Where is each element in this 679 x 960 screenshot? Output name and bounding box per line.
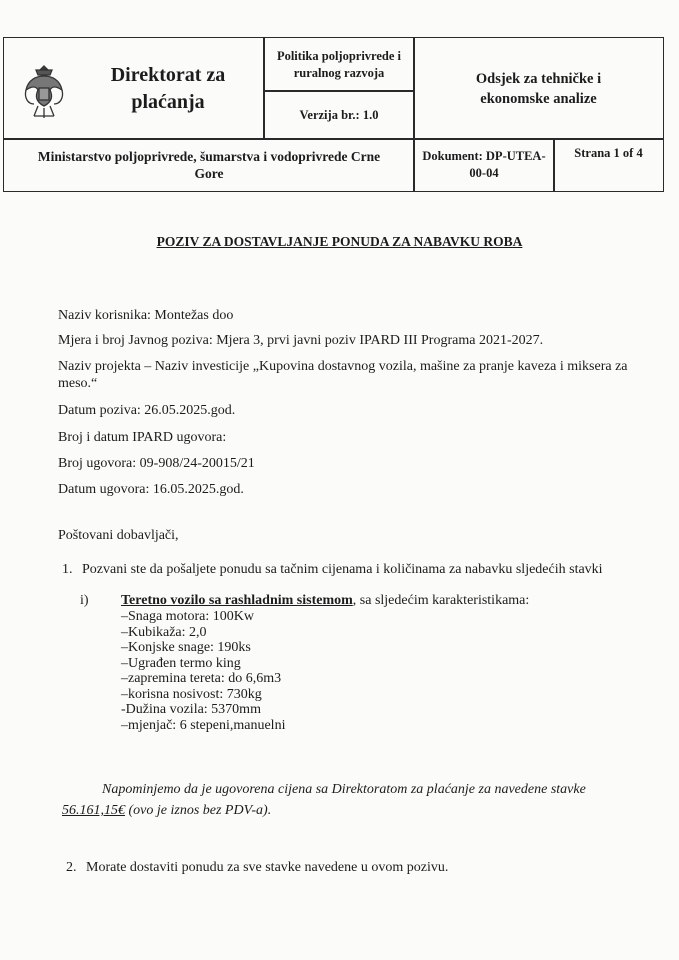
- price-note: [62, 779, 637, 821]
- note-amount: 56.161,15€: [62, 803, 125, 818]
- point-2-text: Morate dostaviti ponudu za sve stavke navedene u ovom pozivu.: [86, 860, 449, 875]
- item-heading: [121, 593, 529, 609]
- policy-cell: [263, 37, 415, 92]
- org-cell: [3, 37, 265, 140]
- measure: Mjera i broj Javnog poziva: Mjera 3, prvi javni poziv IPARD III Programa 2021-2027.: [58, 333, 544, 348]
- spec-line: –Ugrađen termo king: [121, 655, 241, 671]
- contract-heading: Broj i datum IPARD ugovora:: [58, 430, 227, 445]
- org-name: Direktorat za plaćanja: [110, 64, 226, 113]
- contract-number: Broj ugovora: 09-908/24-20015/21: [58, 456, 255, 471]
- contract-date: Datum ugovora: 16.05.2025.god.: [58, 482, 244, 497]
- document-title: POZIV ZA DOSTAVLJANJE PONUDA ZA NABAVKU ROBA: [156, 234, 523, 249]
- spec-line: -Dužina vozila: 5370mm: [121, 702, 261, 717]
- spec-line: –korisna nosivost: 730kg: [121, 686, 262, 702]
- department-cell: [413, 37, 664, 140]
- ministry-cell: [3, 138, 415, 192]
- call-date: Datum poziva: 26.05.2025.god.: [58, 403, 236, 418]
- user-name: Naziv korisnika: Montežas doo: [58, 308, 234, 323]
- spec-line: –zapremina tereta: do 6,6m3: [121, 671, 282, 686]
- point-2-number: 2.: [66, 860, 77, 875]
- project-name: Naziv projekta – Naziv investicije „Kupovina dostavnog vozila, mašine za pranje kaveza i miksera za meso.“: [58, 359, 628, 391]
- policy-title: Politika poljoprivrede i ruralnog razvoja: [276, 48, 402, 80]
- coat-of-arms-icon: [22, 62, 66, 122]
- item-specs: [121, 609, 285, 733]
- spec-line: –Konjske snage: 190ks: [121, 640, 251, 655]
- item-suffix: , sa sljedećim karakteristikama:: [352, 593, 530, 608]
- note-tail: (ovo je iznos bez PDV-a).: [125, 803, 272, 818]
- item-marker: i): [80, 593, 89, 608]
- note-text: Napominjemo da je ugovorena cijena sa Direktoratom za plaćanje za navedene stavke: [102, 782, 586, 797]
- point-1-number: 1.: [62, 562, 73, 577]
- document-id: Dokument: DP-UTEA-00-04: [422, 149, 546, 180]
- ministry-name: Ministarstvo poljoprivrede, šumarstva i vodoprivrede Crne Gore: [37, 149, 381, 181]
- document-cell: [413, 138, 555, 192]
- version-label: Verzija br.: 1.0: [299, 107, 379, 122]
- page-cell: [553, 138, 664, 192]
- greeting: Poštovani dobavljači,: [58, 528, 179, 543]
- point-1-text: Pozvani ste da pošaljete ponudu sa tačnim cijenama i količinama za nabavku sljedećih stavki: [82, 562, 603, 577]
- spec-line: –mjenjač: 6 stepeni,manuelni: [121, 717, 286, 733]
- page-number: Strana 1 of 4: [574, 146, 643, 160]
- department-name: Odsjek za tehničke i ekonomske analize: [475, 70, 602, 107]
- document-header: [3, 37, 664, 192]
- spec-line: –Kubikaža: 2,0: [121, 624, 207, 640]
- spec-line: –Snaga motora: 100Kw: [121, 609, 254, 624]
- version-cell: [263, 90, 415, 140]
- item-name: Teretno vozilo sa rashladnim sistemom: [121, 593, 353, 608]
